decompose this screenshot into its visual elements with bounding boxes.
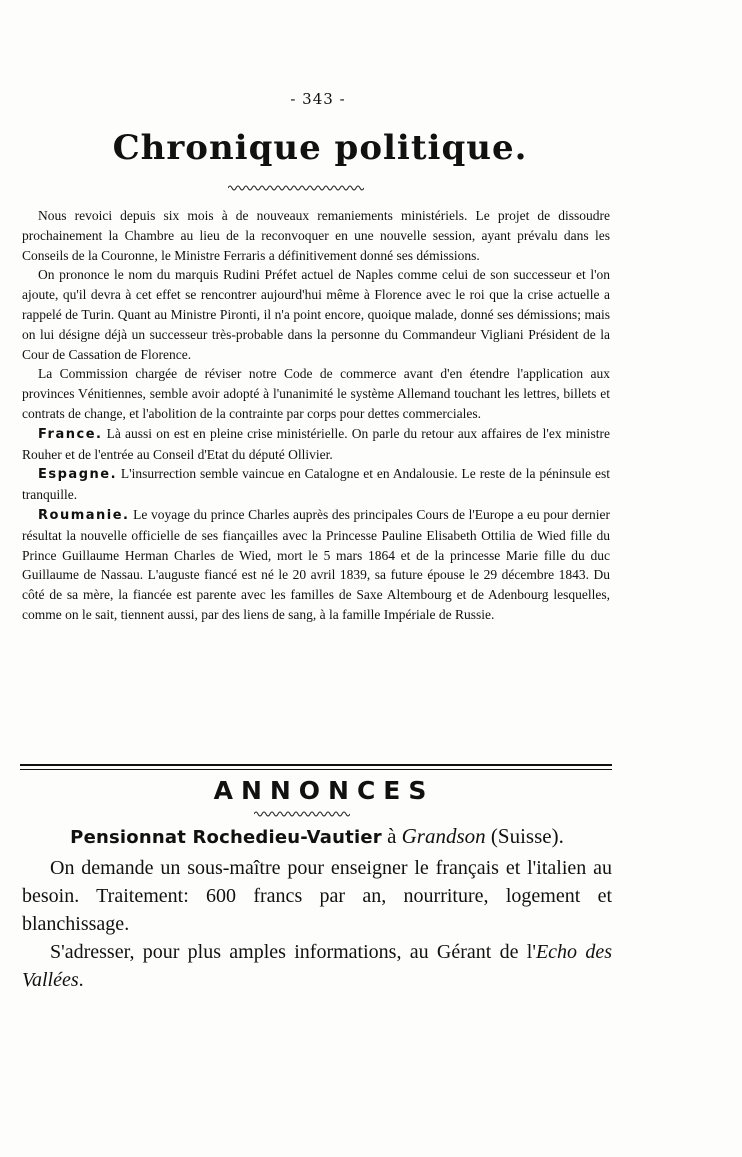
title-ornament bbox=[228, 184, 364, 192]
country-label-france: France. bbox=[38, 426, 103, 442]
ad-country: (Suisse). bbox=[485, 824, 564, 848]
ad-town: Grandson bbox=[401, 824, 486, 848]
section-divider-thick bbox=[20, 764, 612, 766]
france-text: Là aussi on est en pleine crise ministérielle. On parle du retour aux affaires de l'ex ministre Rouher et de l'entrée au Conseil d'Etat du député Ollivier. bbox=[22, 425, 610, 462]
espagne-text: L'insurrection semble vaincue en Catalogne et en Andalousie. Le reste de la péninsule est tranquille. bbox=[22, 466, 610, 503]
ad-contact-prefix: S'adresser, pour plus amples informations, au Gérant de l' bbox=[50, 941, 536, 963]
ad-at: à bbox=[381, 824, 402, 848]
annonces-heading: ANNONCES bbox=[213, 776, 435, 805]
paragraph-espagne bbox=[22, 464, 610, 505]
political-chronicle bbox=[22, 206, 610, 625]
paragraph-commerce-code: La Commission chargée de réviser notre Code de commerce avant d'en étendre l'application aux provinces Vénitiennes, semble avoir adopté à l'unanimité le système Allemand touchant les lettres, billets et contrats de change, et l'abolition de la contrainte par corps pour dettes commerciales. bbox=[22, 366, 610, 421]
country-label-espagne: Espagne. bbox=[38, 467, 118, 483]
paragraph-roumanie bbox=[22, 505, 610, 625]
ad-headline bbox=[22, 822, 612, 852]
ad-contact bbox=[22, 938, 612, 994]
roumanie-text: Le voyage du prince Charles auprès des principales Cours de l'Europe a eu pour dernier résultat la nouvelle officielle de ses fiançailles avec la Princesse Pauline Elisabeth Ottilia de Wied fille du Prince Guillaume Herman Charles de Wied, mort le 5 mars 1864 et de la princesse Marie fille du duc Guillaume de Nassau. L'auguste fiancé est né le 20 avril 1839, sa future épouse le 29 décembre 1843. Du côté de sa mère, la fiancée est parente avec les familles de Saxe Altembourg et de Adenbourg lesquelles, comme on le sait, tiennent aussi, par des liens de sang, à la famille Impériale de Russie. bbox=[22, 506, 610, 622]
annonces-ornament bbox=[254, 810, 350, 818]
paragraph-france bbox=[22, 424, 610, 465]
ad-house-name: Pensionnat Rochedieu-Vautier bbox=[70, 827, 382, 848]
page-title: Chronique politique. bbox=[112, 128, 528, 168]
ad-body: On demande un sous-maître pour enseigner le français et l'italien au besoin. Traitement: 600 francs par an, nourriture, logement et blanchissage. bbox=[22, 857, 612, 935]
page-number: - 343 - bbox=[290, 90, 346, 108]
country-label-roumanie: Roumanie. bbox=[38, 507, 130, 523]
ad-contact-suffix: . bbox=[78, 969, 84, 991]
section-divider-thin bbox=[20, 769, 612, 770]
paragraph-italy-ministry: Nous revoici depuis six mois à de nouveaux remaniements ministériels. Le projet de dissoudre prochainement la Chambre au lieu de la reconvoquer en une nouvelle session, ayant prévalu dans les Conseils de la Couronne, le Ministre Ferraris a définitivement donné ses démissions. bbox=[22, 208, 610, 263]
ad-journal-name: Echo des Vallées bbox=[22, 941, 612, 991]
advertisement bbox=[22, 822, 612, 994]
paragraph-rudini: On prononce le nom du marquis Rudini Préfet actuel de Naples comme celui de son successeur et l'on ajoute, qu'il devra à cet effet se rencontrer aujourd'hui même à Florence avec le roi que la crise actuelle a rappelé de Turin. Quant au Ministre Pironti, il n'a point encore, quoique malade, donné ses démissions; mais on lui désigne déjà un successeur très-probable dans la personne du Commandeur Vigliani Président de la Cour de Cassation de Florence. bbox=[22, 267, 610, 362]
